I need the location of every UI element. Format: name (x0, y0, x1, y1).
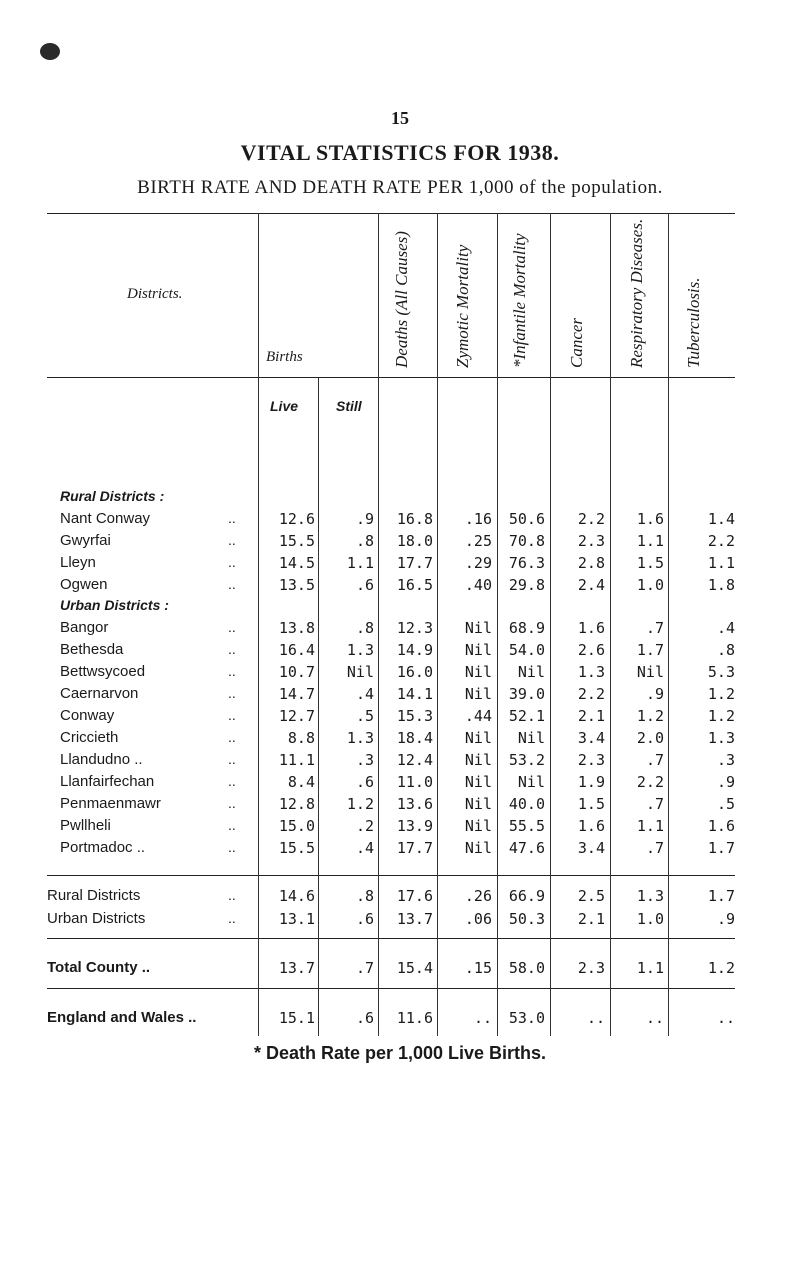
leader-dots: .. (228, 554, 236, 570)
zymotic-value: .15 (464, 959, 492, 977)
respiratory-value: Nil (636, 663, 664, 681)
respiratory-value: 1.1 (636, 532, 664, 550)
cancer-value: 1.9 (577, 773, 605, 791)
district-header: Districts. (127, 286, 183, 302)
cancer-value: 2.2 (577, 685, 605, 703)
page-title: VITAL STATISTICS FOR 1938. (240, 140, 560, 165)
respiratory-value: .7 (645, 751, 664, 769)
zymotic-value: .29 (464, 554, 492, 572)
cancer-value: 2.1 (577, 707, 605, 725)
zymotic-value: .. (473, 1009, 492, 1027)
district-name: Portmadoc .. (60, 839, 146, 856)
live-value: 11.1 (278, 751, 315, 769)
cancer-value: 2.8 (577, 554, 605, 572)
tuberculosis-value: 1.7 (707, 887, 735, 905)
deaths-value: 13.7 (396, 910, 433, 928)
district-name: England and Wales .. (47, 1009, 197, 1026)
infantile-value: 47.6 (508, 839, 545, 857)
still-value: .4 (355, 839, 374, 857)
deaths-value: 17.7 (396, 554, 433, 572)
deaths-header: Deaths (All Causes) (392, 231, 411, 368)
tuberculosis-value: .5 (716, 795, 735, 813)
deaths-value: 12.3 (396, 619, 433, 637)
live-value: 15.5 (278, 532, 315, 550)
zymotic-value: Nil (464, 795, 492, 813)
cancer-value: .. (586, 1009, 605, 1027)
table-row (0, 510, 800, 532)
cancer-value: 3.4 (577, 729, 605, 747)
live-value: 15.1 (278, 1009, 315, 1027)
table-row (0, 532, 800, 554)
still-value: 1.2 (346, 795, 374, 813)
summary-rule-bottom (47, 988, 735, 989)
infantile-value: 53.2 (508, 751, 545, 769)
header-rule (47, 377, 735, 378)
tuberculosis-value: 1.1 (707, 554, 735, 572)
tuberculosis-value: .4 (716, 619, 735, 637)
tuberculosis-value: .. (716, 1009, 735, 1027)
district-name: Ogwen (60, 576, 108, 593)
cancer-value: 2.2 (577, 510, 605, 528)
leader-dots: .. (228, 510, 236, 526)
zymotic-header: Zymotic Mortality (453, 244, 472, 368)
infantile-value: 29.8 (508, 576, 545, 594)
infantile-value: 50.6 (508, 510, 545, 528)
still-value: 1.3 (346, 641, 374, 659)
live-value: 14.7 (278, 685, 315, 703)
still-header: Still (336, 398, 362, 414)
respiratory-value: 1.0 (636, 910, 664, 928)
live-value: 15.0 (278, 817, 315, 835)
still-value: 1.1 (346, 554, 374, 572)
table-row (0, 641, 800, 663)
leader-dots: .. (228, 773, 236, 789)
respiratory-value: 1.0 (636, 576, 664, 594)
district-name: Urban Districts (47, 910, 146, 927)
deaths-value: 14.9 (396, 641, 433, 659)
zymotic-value: .25 (464, 532, 492, 550)
live-header: Live (270, 398, 299, 414)
district-name: Lleyn (60, 554, 96, 571)
live-value: 12.8 (278, 795, 315, 813)
cancer-header: Cancer (567, 317, 586, 368)
district-name: Rural Districts (47, 887, 141, 904)
cancer-value: 2.6 (577, 641, 605, 659)
table-row (0, 663, 800, 685)
leader-dots: .. (228, 532, 236, 548)
cancer-value: 1.6 (577, 817, 605, 835)
infantile-value: 68.9 (508, 619, 545, 637)
tuberculosis-value: .3 (716, 751, 735, 769)
tuberculosis-value: .8 (716, 641, 735, 659)
deaths-value: 18.4 (396, 729, 433, 747)
respiratory-value: 1.3 (636, 887, 664, 905)
infantile-value: 50.3 (508, 910, 545, 928)
respiratory-value: 1.1 (636, 817, 664, 835)
table-row (0, 817, 800, 839)
still-value: .6 (355, 773, 374, 791)
still-value: .5 (355, 707, 374, 725)
respiratory-value: 1.5 (636, 554, 664, 572)
zymotic-value: Nil (464, 663, 492, 681)
table-row (0, 685, 800, 707)
leader-dots: .. (228, 887, 236, 903)
live-value: 13.1 (278, 910, 315, 928)
still-value: .8 (355, 619, 374, 637)
tuberculosis-value: .9 (716, 773, 735, 791)
cancer-value: 2.3 (577, 959, 605, 977)
respiratory-value: 2.0 (636, 729, 664, 747)
deaths-value: 14.1 (396, 685, 433, 703)
district-name: Nant Conway (60, 510, 151, 527)
still-value: .9 (355, 510, 374, 528)
still-value: .7 (355, 959, 374, 977)
tuberculosis-value: .9 (716, 910, 735, 928)
leader-dots: .. (228, 576, 236, 592)
live-value: 8.4 (287, 773, 315, 791)
infantile-value: 70.8 (508, 532, 545, 550)
cancer-value: 1.6 (577, 619, 605, 637)
still-value: Nil (346, 663, 374, 681)
footnote: * Death Rate per 1,000 Live Births. (253, 1043, 547, 1063)
deaths-value: 15.4 (396, 959, 433, 977)
zymotic-value: .06 (464, 910, 492, 928)
district-name: Gwyrfai (60, 532, 111, 549)
live-value: 10.7 (278, 663, 315, 681)
zymotic-value: .16 (464, 510, 492, 528)
zymotic-value: Nil (464, 685, 492, 703)
cancer-value: 3.4 (577, 839, 605, 857)
respiratory-value: 1.1 (636, 959, 664, 977)
deaths-value: 17.6 (396, 887, 433, 905)
tuberculosis-value: 1.2 (707, 685, 735, 703)
leader-dots: .. (228, 707, 236, 723)
page-subtitle: BIRTH RATE AND DEATH RATE PER 1,000 of the population. (137, 177, 663, 198)
district-name: Llandudno .. (60, 751, 143, 768)
cancer-value: 1.5 (577, 795, 605, 813)
still-value: .6 (355, 1009, 374, 1027)
deaths-value: 18.0 (396, 532, 433, 550)
still-value: 1.3 (346, 729, 374, 747)
infantile-value: 55.5 (508, 817, 545, 835)
summary-rule-top (47, 875, 735, 876)
tuberculosis-value: 1.8 (707, 576, 735, 594)
zymotic-value: Nil (464, 839, 492, 857)
rural-section-heading: Rural Districts : (60, 488, 165, 504)
zymotic-value: .40 (464, 576, 492, 594)
leader-dots: .. (228, 910, 236, 926)
district-name: Llanfairfechan (60, 773, 155, 790)
live-value: 15.5 (278, 839, 315, 857)
infantile-header: *Infantile Mortality (510, 233, 529, 368)
table-row (0, 773, 800, 795)
live-value: 12.6 (278, 510, 315, 528)
cancer-value: 2.3 (577, 751, 605, 769)
still-value: .2 (355, 817, 374, 835)
deaths-value: 13.9 (396, 817, 433, 835)
respiratory-value: .7 (645, 619, 664, 637)
infantile-value: 54.0 (508, 641, 545, 659)
live-value: 8.8 (287, 729, 315, 747)
infantile-value: 66.9 (508, 887, 545, 905)
table-row (0, 576, 800, 598)
deaths-value: 11.6 (396, 1009, 433, 1027)
cancer-value: 2.3 (577, 532, 605, 550)
table-row (0, 554, 800, 576)
leader-dots: .. (228, 839, 236, 855)
district-name: Total County .. (47, 959, 151, 976)
deaths-value: 13.6 (396, 795, 433, 813)
live-value: 16.4 (278, 641, 315, 659)
deaths-value: 15.3 (396, 707, 433, 725)
table-top-rule (47, 213, 735, 214)
infantile-value: Nil (517, 663, 545, 681)
still-value: .8 (355, 887, 374, 905)
live-value: 12.7 (278, 707, 315, 725)
deaths-value: 17.7 (396, 839, 433, 857)
respiratory-value: 1.2 (636, 707, 664, 725)
district-name: Conway (60, 707, 115, 724)
table-row (0, 839, 800, 861)
cancer-value: 2.4 (577, 576, 605, 594)
infantile-value: 39.0 (508, 685, 545, 703)
deaths-value: 16.8 (396, 510, 433, 528)
district-name: Pwllheli (60, 817, 111, 834)
tuberculosis-value: 1.4 (707, 510, 735, 528)
table-row (0, 707, 800, 729)
tuberculosis-value: 1.6 (707, 817, 735, 835)
page-number: 15 (391, 108, 409, 128)
respiratory-value: 2.2 (636, 773, 664, 791)
zymotic-value: Nil (464, 817, 492, 835)
births-header: Births (266, 349, 303, 365)
zymotic-value: Nil (464, 641, 492, 659)
respiratory-value: .7 (645, 795, 664, 813)
infantile-value: Nil (517, 773, 545, 791)
respiratory-value: .7 (645, 839, 664, 857)
leader-dots: .. (228, 729, 236, 745)
leader-dots: .. (228, 619, 236, 635)
district-name: Caernarvon (60, 685, 139, 702)
urban-section-heading: Urban Districts : (60, 597, 169, 613)
zymotic-value: .44 (464, 707, 492, 725)
infantile-value: Nil (517, 729, 545, 747)
respiratory-value: 1.6 (636, 510, 664, 528)
infantile-value: 40.0 (508, 795, 545, 813)
respiratory-value: .9 (645, 685, 664, 703)
still-value: .6 (355, 576, 374, 594)
live-value: 13.8 (278, 619, 315, 637)
zymotic-value: Nil (464, 773, 492, 791)
zymotic-value: .26 (464, 887, 492, 905)
table-row (0, 729, 800, 751)
leader-dots: .. (228, 641, 236, 657)
england-wales-row (0, 1009, 800, 1031)
district-name: Penmaenmawr (60, 795, 161, 812)
tuberculosis-value: 1.3 (707, 729, 735, 747)
tuberculosis-value: 1.2 (707, 959, 735, 977)
respiratory-header: Respiratory Diseases. (627, 218, 646, 368)
zymotic-value: Nil (464, 729, 492, 747)
infantile-value: 52.1 (508, 707, 545, 725)
tuberculosis-header: Tuberculosis. (684, 277, 703, 368)
infantile-value: 53.0 (508, 1009, 545, 1027)
still-value: .3 (355, 751, 374, 769)
district-name: Criccieth (60, 729, 119, 746)
summary-rule-mid (47, 938, 735, 939)
still-value: .4 (355, 685, 374, 703)
live-value: 14.6 (278, 887, 315, 905)
respiratory-value: 1.7 (636, 641, 664, 659)
tuberculosis-value: 1.2 (707, 707, 735, 725)
ink-blot (40, 43, 60, 60)
leader-dots: .. (228, 685, 236, 701)
leader-dots: .. (228, 795, 236, 811)
leader-dots: .. (228, 663, 236, 679)
summary-row-urban (0, 910, 800, 932)
deaths-value: 16.0 (396, 663, 433, 681)
tuberculosis-value: 2.2 (707, 532, 735, 550)
live-value: 13.5 (278, 576, 315, 594)
live-value: 13.7 (278, 959, 315, 977)
district-name: Bethesda (60, 641, 124, 658)
zymotic-value: Nil (464, 619, 492, 637)
cancer-value: 2.1 (577, 910, 605, 928)
total-county-row (0, 959, 800, 981)
zymotic-value: Nil (464, 751, 492, 769)
respiratory-value: .. (645, 1009, 664, 1027)
table-row (0, 795, 800, 817)
still-value: .6 (355, 910, 374, 928)
district-name: Bangor (60, 619, 109, 636)
cancer-value: 2.5 (577, 887, 605, 905)
table-row (0, 619, 800, 641)
live-value: 14.5 (278, 554, 315, 572)
infantile-value: 58.0 (508, 959, 545, 977)
cancer-value: 1.3 (577, 663, 605, 681)
tuberculosis-value: 1.7 (707, 839, 735, 857)
infantile-value: 76.3 (508, 554, 545, 572)
deaths-value: 16.5 (396, 576, 433, 594)
leader-dots: .. (228, 817, 236, 833)
deaths-value: 12.4 (396, 751, 433, 769)
district-name: Bettwsycoed (60, 663, 146, 680)
summary-row-rural (0, 887, 800, 909)
still-value: .8 (355, 532, 374, 550)
tuberculosis-value: 5.3 (707, 663, 735, 681)
deaths-value: 11.0 (396, 773, 433, 791)
table-row (0, 751, 800, 773)
leader-dots: .. (228, 751, 236, 767)
